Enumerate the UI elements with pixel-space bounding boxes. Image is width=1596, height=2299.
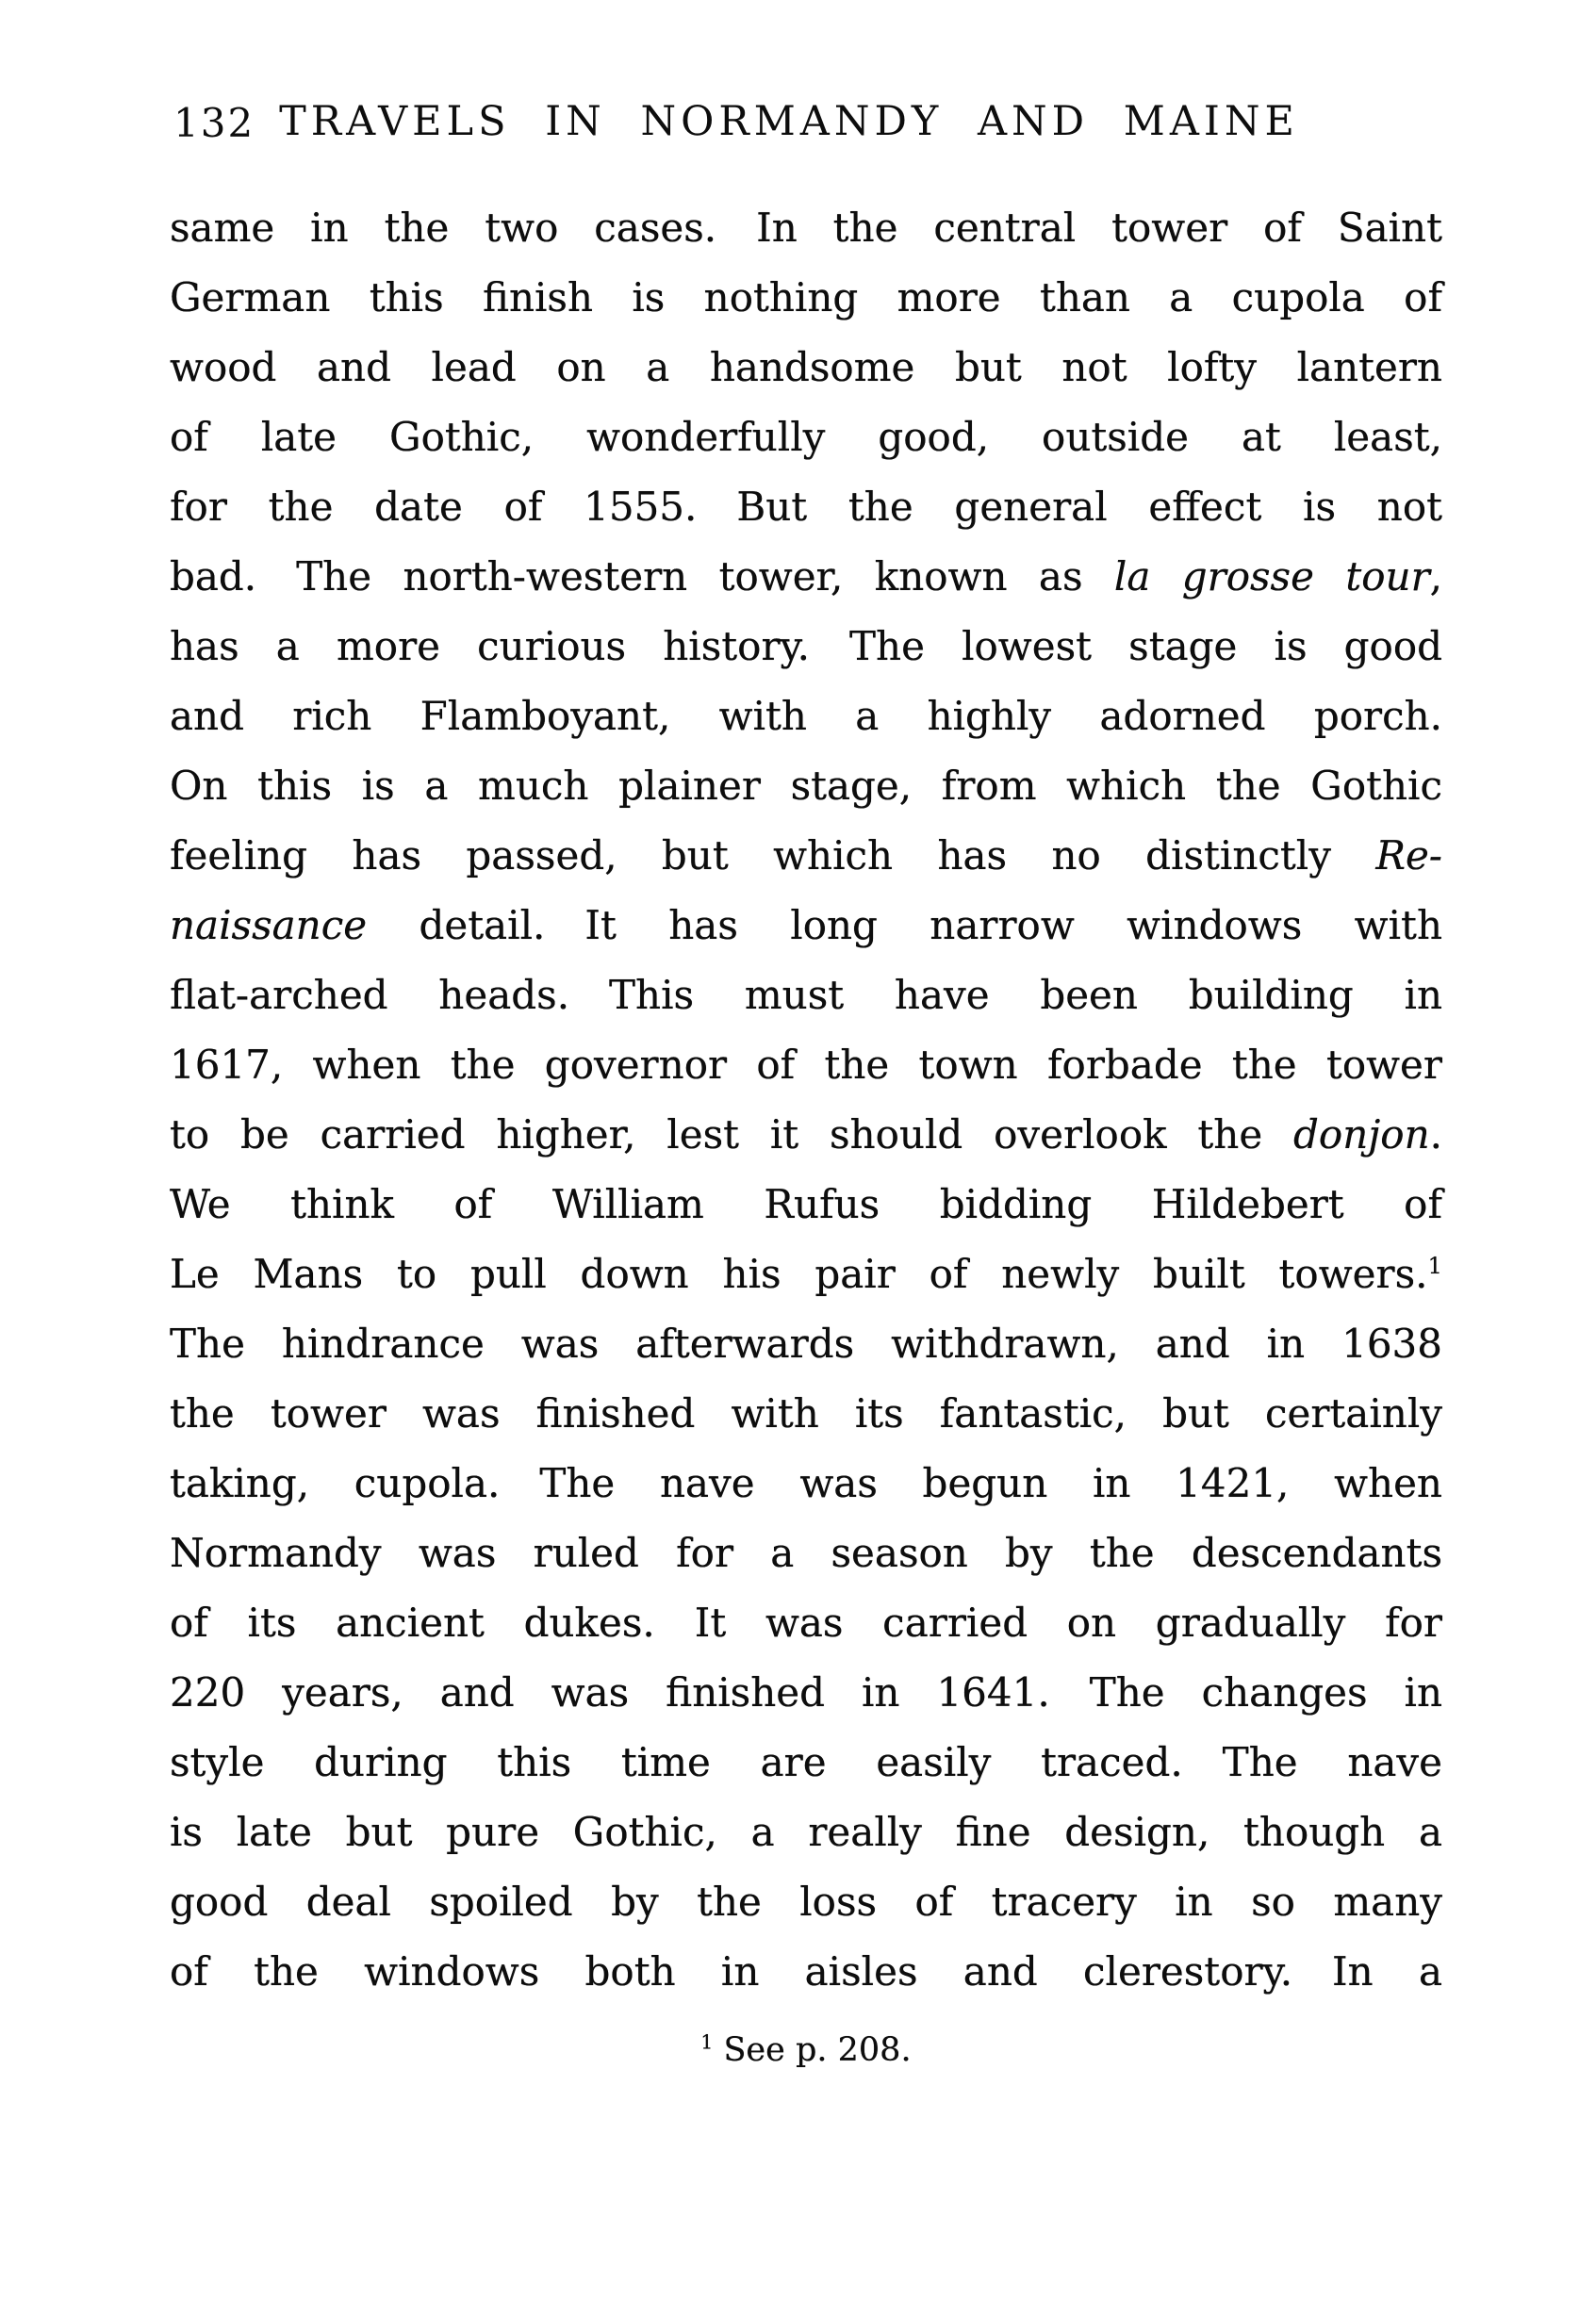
text-line: We think of William Rufus bidding Hildebert of: [170, 1181, 1442, 1227]
text-line: of late Gothic, wonderfully good, outside at least,: [170, 414, 1442, 460]
text-line: The hindrance was afterwards withdrawn, and in 1638: [170, 1321, 1442, 1367]
text-line: style during this time are easily traced. The nave: [170, 1739, 1442, 1785]
running-head: TRAVELS IN NORMANDY AND MAINE: [279, 98, 1299, 145]
text-line: of the windows both in aisles and clerestory. In a: [170, 1948, 1442, 1995]
text-line: is late but pure Gothic, a really fine design, though a: [170, 1809, 1442, 1855]
body-text: [170, 193, 1442, 2007]
text-line: German this finish is nothing more than a cupola of: [170, 274, 1442, 320]
text-line: bad. The north-western tower, known as la grosse tour,: [170, 553, 1443, 599]
page-number: 132: [173, 100, 255, 146]
text-line: the tower was finished with its fantastic, but certainly: [170, 1390, 1442, 1437]
text-line: good deal spoiled by the loss of tracery in so many: [170, 1879, 1442, 1925]
text-line: of its ancient dukes. It was carried on gradually for: [170, 1600, 1442, 1646]
text-line: to be carried higher, lest it should overlook the donjon.: [170, 1111, 1442, 1158]
text-line: Normandy was ruled for a season by the descendants: [170, 1530, 1442, 1576]
text-line: On this is a much plainer stage, from which the Gothic: [170, 763, 1442, 809]
text-line: 220 years, and was finished in 1641. The changes in: [170, 1669, 1442, 1716]
footnote: $^1$ See p. 208.: [700, 2030, 912, 2069]
text-line: same in the two cases. In the central tower of Saint: [170, 205, 1442, 251]
text-line: for the date of 1555. But the general effect is not: [170, 484, 1442, 530]
text-line: has a more curious history. The lowest stage is good: [170, 623, 1442, 669]
page-header: [170, 98, 1442, 155]
text-line: wood and lead on a handsome but not lofty lantern: [170, 344, 1442, 390]
text-line: Le Mans to pull down his pair of newly built towers.$^1$: [170, 1251, 1442, 1297]
text-line: 1617, when the governor of the town forbade the tower: [170, 1042, 1442, 1088]
text-line: taking, cupola. The nave was begun in 1421, when: [170, 1460, 1442, 1506]
text-line: and rich Flamboyant, with a highly adorned porch.: [170, 693, 1442, 739]
text-line: feeling has passed, but which has no distinctly Re-: [170, 832, 1442, 879]
text-line: naissance detail. It has long narrow windows with: [170, 902, 1442, 948]
text-line: flat-arched heads. This must have been building in: [170, 972, 1442, 1018]
